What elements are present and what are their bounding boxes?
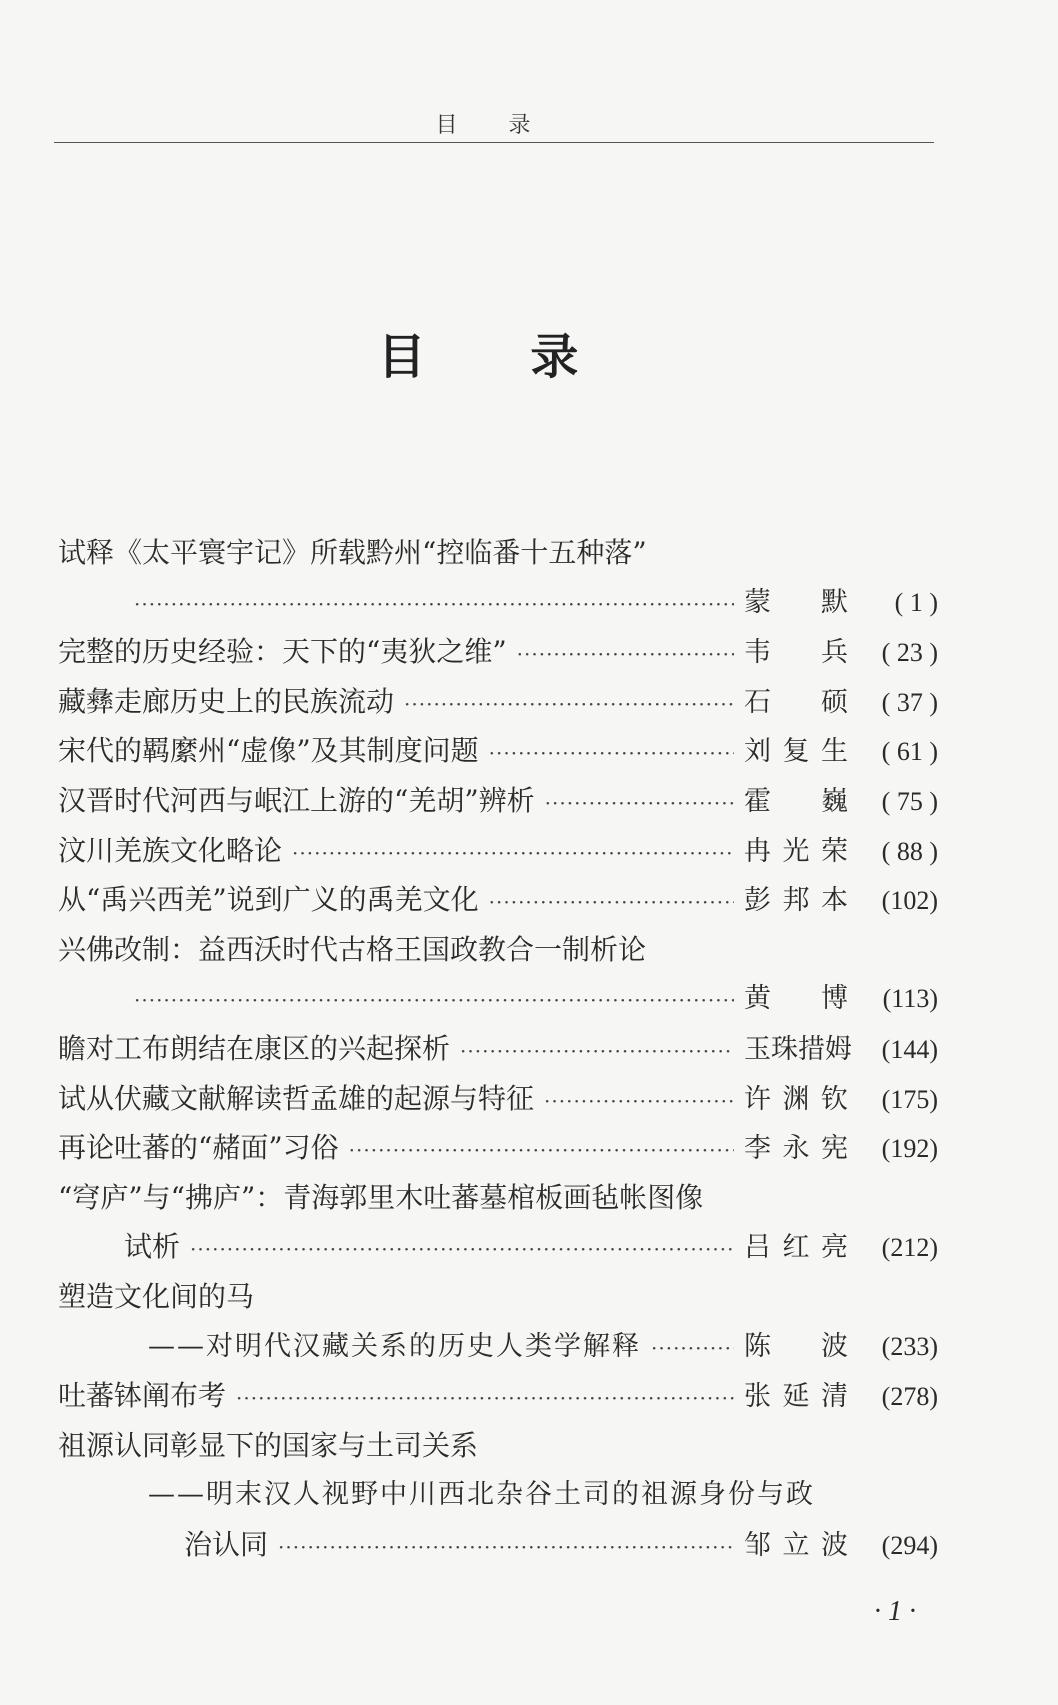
toc-entry: [58, 925, 938, 975]
entry-page: (278): [881, 1382, 938, 1412]
entry-page: (192): [881, 1134, 938, 1164]
entry-page: ( 1 ): [894, 587, 938, 617]
toc-entry: [58, 776, 938, 826]
toc-entry: [58, 1322, 938, 1372]
entry-author: 吕红亮: [744, 1232, 848, 1264]
entry-title: 再论吐蕃的“赭面”习俗: [58, 1131, 339, 1165]
entry-author: 刘复生: [744, 736, 848, 768]
entry-author: 石 硕: [744, 686, 848, 718]
entry-title: 祖源认同彰显下的国家与土司关系: [58, 1428, 479, 1462]
entry-title: 试析: [124, 1230, 181, 1264]
leader-dots: [545, 779, 734, 829]
entry-title: 汉晋时代河西与岷江上游的“羌胡”辨析: [58, 783, 535, 817]
leader-dots: [134, 580, 734, 630]
toc-entry: [58, 1470, 938, 1520]
entry-author: 彭邦本: [744, 885, 848, 917]
entry-author: 玉珠措姆: [744, 1033, 852, 1065]
toc-entry: [58, 1123, 938, 1173]
toc-entry: [58, 677, 938, 727]
entry-page: (102): [881, 886, 938, 916]
entry-title: 兴佛改制：益西沃时代古格王国政教合一制析论: [58, 932, 647, 966]
entry-author: 韦 兵: [744, 637, 848, 669]
leader-dots: [349, 1126, 734, 1176]
entry-author: 张延清: [744, 1381, 848, 1413]
entry-page: ( 23 ): [881, 638, 938, 668]
toc-entry: [58, 875, 938, 925]
entry-page: (113): [882, 984, 938, 1014]
entry-page: (294): [881, 1530, 938, 1560]
leader-dots: [404, 680, 734, 730]
entry-page: (175): [881, 1084, 938, 1114]
toc-list: [58, 528, 938, 1569]
entry-author: 邹立波: [744, 1529, 848, 1561]
entry-title: 瞻对工布朗结在康区的兴起探析: [58, 1031, 451, 1065]
toc-entry: [58, 1371, 938, 1421]
leader-dots: [236, 1374, 734, 1424]
leader-dots: [278, 1523, 734, 1573]
toc-entry: [58, 1421, 938, 1471]
leader-dots: [544, 1077, 734, 1127]
entry-page: ( 37 ): [881, 687, 938, 717]
entry-author: 蒙 默: [744, 586, 848, 618]
toc-entry: [58, 974, 938, 1024]
page-number: · 1 ·: [874, 1596, 916, 1627]
entry-title: “穹庐”与“拂庐”：青海郭里木吐蕃墓棺板画毡帐图像: [58, 1180, 704, 1214]
toc-entry: [58, 627, 938, 677]
leader-dots: [517, 630, 734, 680]
toc-entry: [58, 1173, 938, 1223]
entry-author: 李永宪: [744, 1133, 848, 1165]
entry-title: 试从伏藏文献解读哲孟雄的起源与特征: [58, 1081, 535, 1115]
entry-page: ( 75 ): [881, 786, 938, 816]
entry-page: (233): [881, 1331, 938, 1361]
leader-dots: [190, 1225, 734, 1275]
toc-entry: [58, 1024, 938, 1074]
leader-dots: [489, 878, 734, 928]
entry-author: 黄 博: [744, 983, 848, 1015]
running-head: 目 录: [435, 113, 553, 138]
entry-page: ( 88 ): [881, 836, 938, 866]
entry-subtitle: ——对明代汉藏关系的历史人类学解释: [148, 1330, 641, 1362]
entry-author: 许渊钦: [744, 1083, 848, 1115]
entry-title: 吐蕃钵阐布考: [58, 1379, 227, 1413]
entry-subtitle: 治认同: [184, 1527, 269, 1561]
entry-page: ( 61 ): [881, 737, 938, 767]
entry-author: 霍 巍: [744, 785, 848, 817]
toc-entry: [58, 1074, 938, 1124]
entry-author: 陈 波: [744, 1330, 848, 1362]
entry-page: (144): [881, 1034, 938, 1064]
leader-dots: [460, 1027, 734, 1077]
toc-entry: [58, 1520, 938, 1570]
entry-page: (212): [881, 1233, 938, 1263]
page-title: 目 录: [377, 329, 623, 385]
toc-entry: [58, 578, 938, 628]
toc-entry: [58, 726, 938, 776]
entry-title: 塑造文化间的马: [58, 1279, 255, 1313]
entry-title: 完整的历史经验：天下的“夷狄之维”: [58, 635, 507, 669]
entry-title: 从“禹兴西羌”说到广义的禹羌文化: [58, 883, 479, 917]
entry-title: 宋代的羁縻州“虚像”及其制度问题: [58, 734, 479, 768]
toc-entry: [58, 528, 938, 578]
leader-dots: [489, 729, 734, 779]
leader-dots: [651, 1324, 734, 1374]
entry-title: 试释《太平寰宇记》所载黔州“控临番十五种落”: [58, 536, 647, 569]
leader-dots: [134, 976, 734, 1026]
entry-title: 藏彝走廊历史上的民族流动: [58, 684, 395, 718]
entry-author: 冉光荣: [744, 835, 848, 867]
entry-subtitle: ——明末汉人视野中川西北杂谷土司的祖源身份与政: [148, 1479, 815, 1511]
toc-entry: [58, 826, 938, 876]
entry-title: 汶川羌族文化略论: [58, 833, 283, 867]
header-rule: [54, 142, 934, 143]
leader-dots: [292, 829, 734, 879]
toc-entry: [58, 1222, 938, 1272]
toc-entry: [58, 1272, 938, 1322]
